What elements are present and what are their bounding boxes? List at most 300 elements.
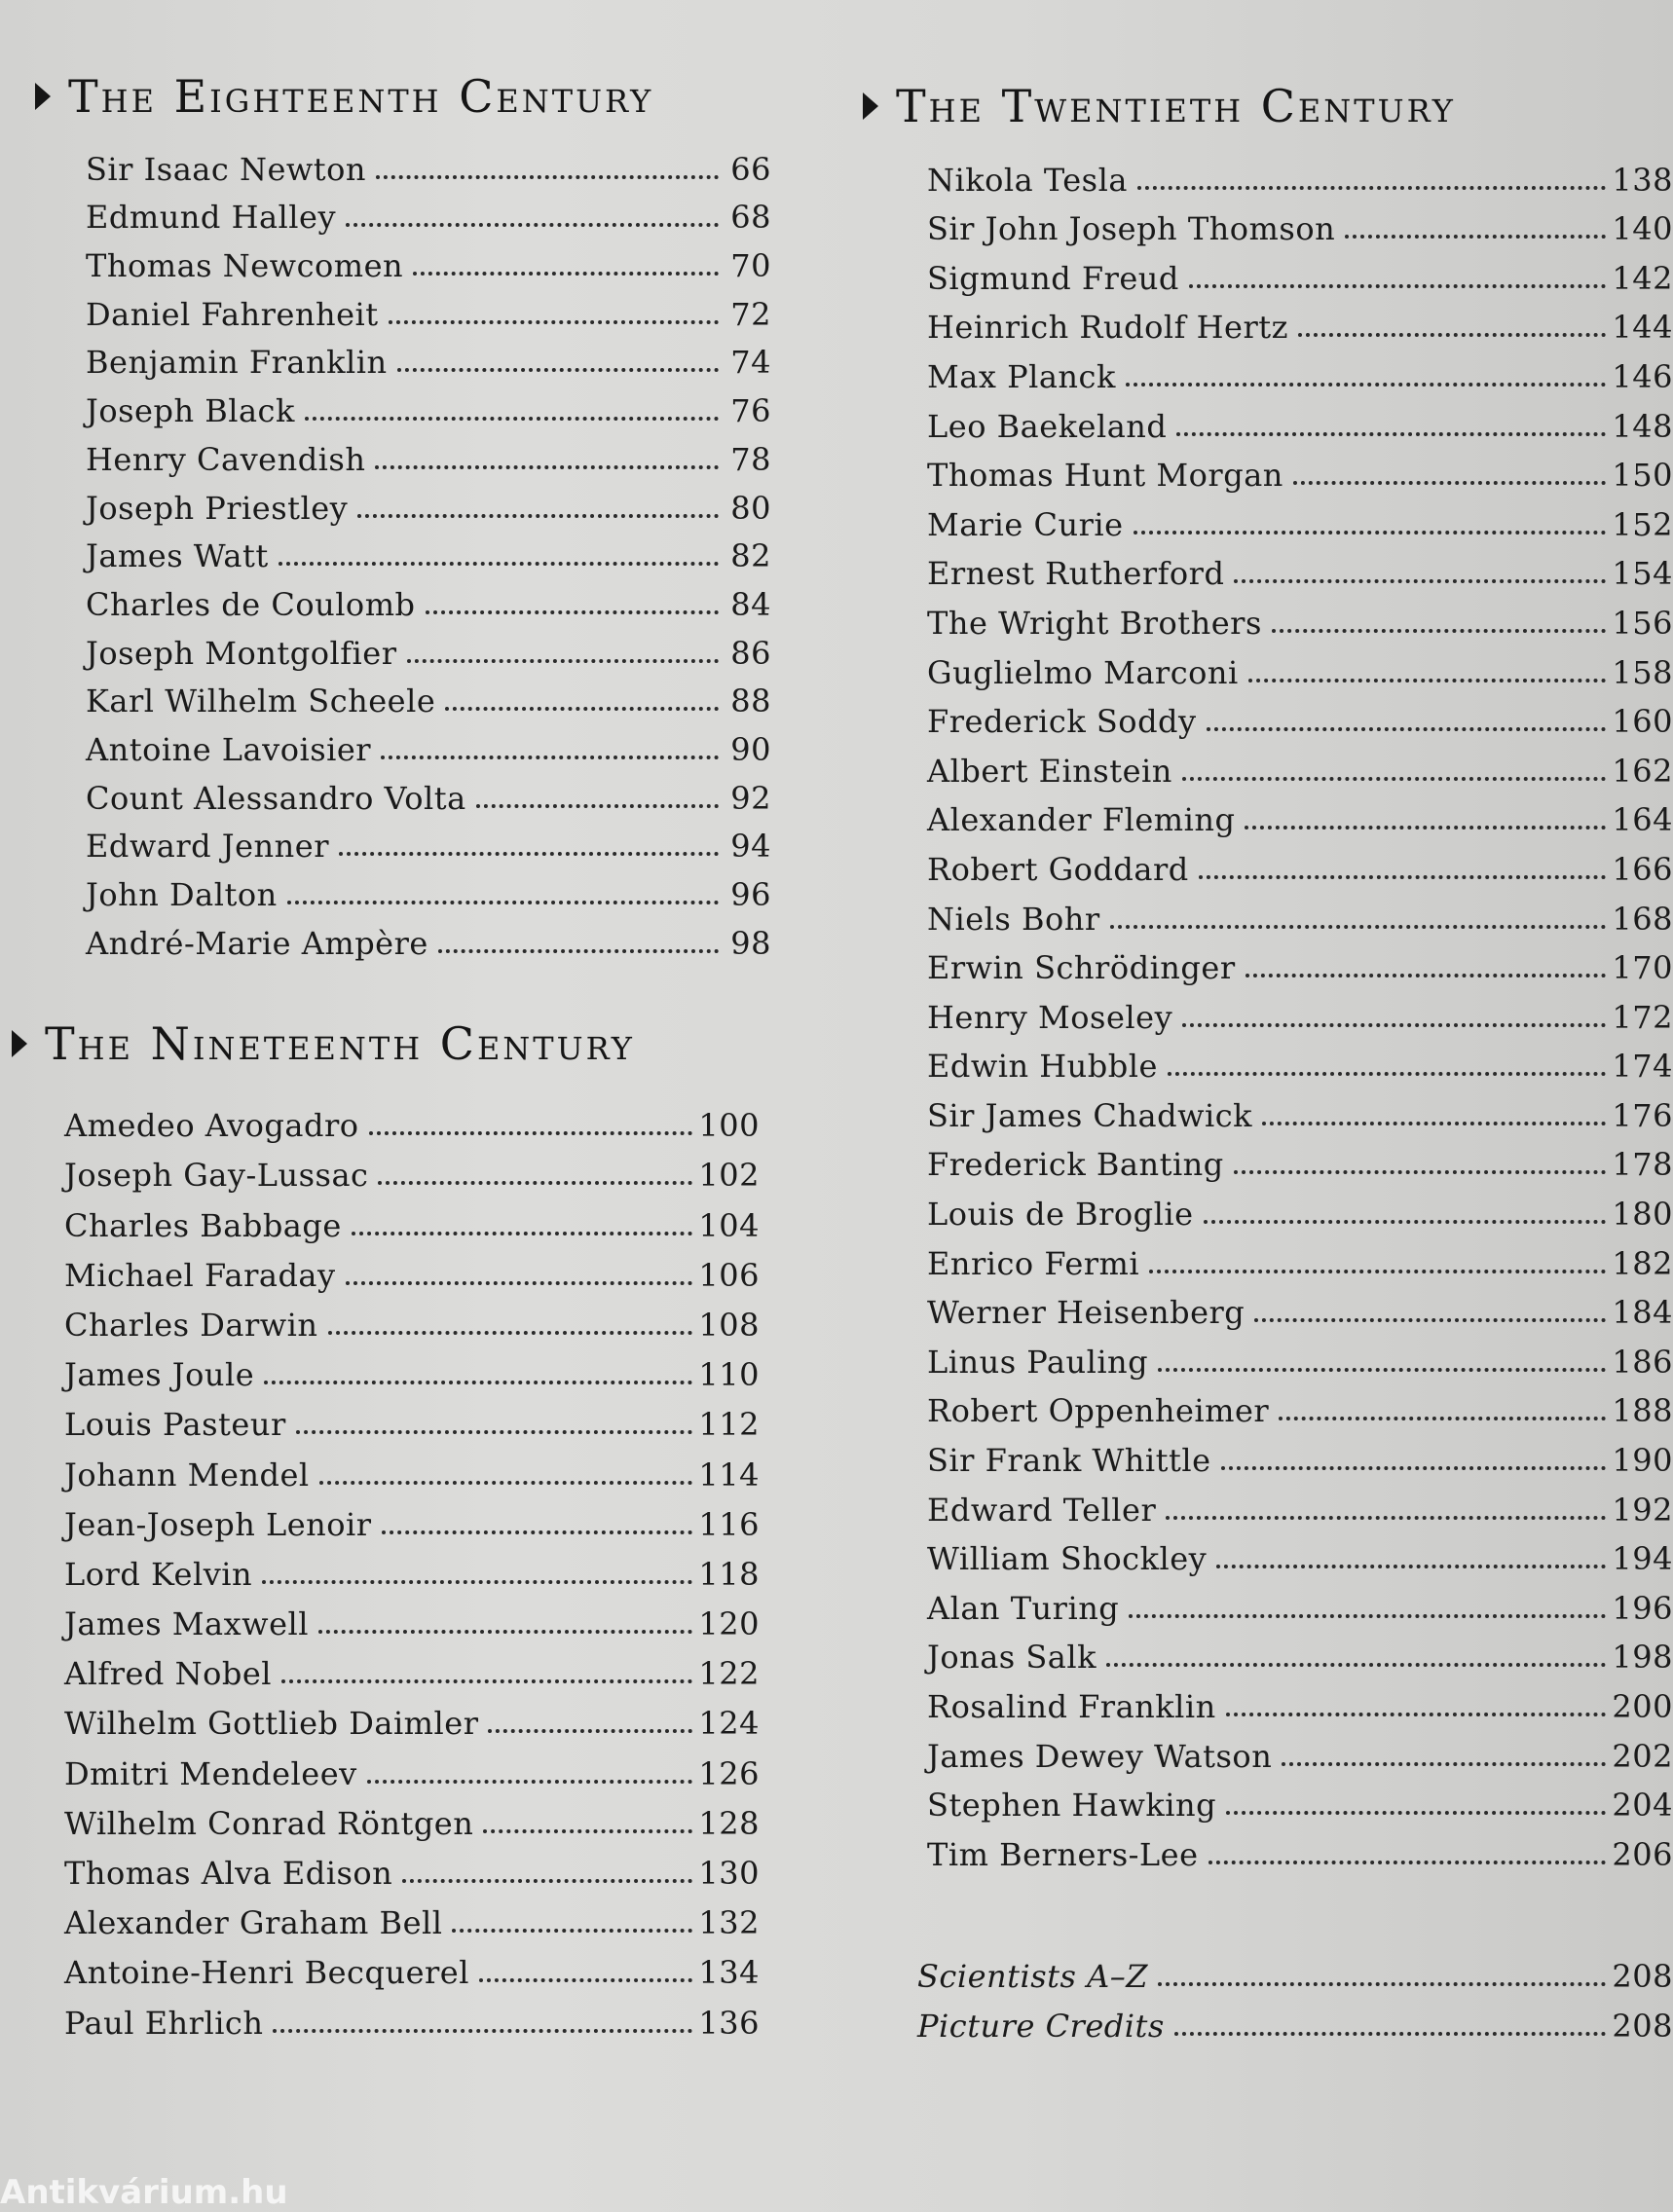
entry-name: Linus Pauling [927, 1343, 1149, 1381]
entry-page-number: 172 [1612, 998, 1673, 1036]
dot-leader [305, 417, 719, 421]
entry-name: Frederick Soddy [927, 703, 1197, 741]
toc-entry [927, 1085, 1673, 1134]
entry-page-number: 174 [1612, 1048, 1673, 1086]
dot-leader [1158, 1368, 1606, 1372]
entry-page-number: 144 [1612, 309, 1673, 347]
entry-name: Tim Berners-Lee [927, 1835, 1199, 1873]
entry-name: Henry Moseley [927, 998, 1173, 1036]
entry-page-number: 150 [1612, 457, 1673, 495]
toc-entry [927, 838, 1673, 888]
dot-leader [476, 804, 719, 808]
dot-leader [1149, 1270, 1606, 1273]
entry-page-number: 98 [730, 924, 771, 962]
toc-entry [927, 1479, 1673, 1529]
triangle-bullet-icon [12, 1030, 27, 1057]
entry-name: James Dewey Watson [927, 1737, 1273, 1775]
entry-name: Wilhelm Gottlieb Daimler [64, 1705, 479, 1743]
entry-name: Werner Heisenberg [927, 1294, 1245, 1332]
entry-page-number: 138 [1612, 161, 1673, 199]
dot-leader [1293, 481, 1607, 485]
entry-page-number: 126 [698, 1754, 760, 1792]
entry-name: Count Alessandro Volta [86, 779, 466, 817]
toc-entry [927, 938, 1673, 987]
entry-page-number: 202 [1612, 1737, 1673, 1775]
entry-name: Louis de Broglie [927, 1196, 1194, 1234]
dot-leader [281, 1679, 692, 1683]
dot-leader [1272, 629, 1607, 633]
toc-entry [86, 865, 771, 913]
dot-leader [426, 610, 719, 614]
dot-leader [1126, 383, 1607, 387]
toc-entry [927, 1183, 1673, 1233]
toc-entry [64, 1941, 760, 1991]
entry-page-number: 70 [730, 247, 771, 285]
entry-name: Joseph Montgolfier [86, 634, 397, 672]
entry-page-number: 80 [730, 489, 771, 527]
toc-entry [927, 1381, 1673, 1430]
entry-name: Marie Curie [927, 505, 1124, 543]
toc-entry [64, 1094, 760, 1144]
entry-page-number: 116 [698, 1505, 760, 1543]
dot-leader [1234, 1170, 1607, 1174]
entry-page-number: 136 [698, 2004, 760, 2042]
nineteenth-century-list [64, 1094, 760, 2042]
entry-name: Edward Jenner [86, 828, 329, 866]
dot-leader [1345, 235, 1606, 239]
toc-entry [86, 236, 771, 284]
dot-leader [369, 1131, 693, 1135]
entry-page-number: 148 [1612, 407, 1673, 445]
dot-leader [1199, 875, 1607, 879]
dot-leader [1226, 1811, 1606, 1815]
entry-name: Robert Oppenheimer [927, 1392, 1270, 1430]
entry-page-number: 154 [1612, 555, 1673, 593]
entry-name: Sir Frank Whittle [927, 1442, 1211, 1480]
toc-entry [927, 445, 1673, 495]
toc-entry [64, 1144, 760, 1194]
entry-page-number: 122 [698, 1655, 760, 1693]
entry-page-number: 118 [698, 1555, 760, 1593]
entry-name: Antoine Lavoisier [86, 730, 372, 768]
entry-name: Max Planck [927, 357, 1116, 395]
entry-name: Stephen Hawking [927, 1787, 1217, 1825]
toc-entry [86, 188, 771, 237]
entry-name: Daniel Fahrenheit [86, 295, 379, 333]
dot-leader [1226, 1713, 1607, 1716]
entry-page-number: 188 [1612, 1392, 1673, 1430]
entry-page-number: 194 [1612, 1540, 1673, 1578]
entry-page-number: 124 [698, 1705, 760, 1743]
toc-entry [927, 1529, 1673, 1578]
toc-entry [86, 139, 771, 188]
entry-name: William Shockley [927, 1540, 1208, 1578]
entry-page-number: 92 [730, 779, 771, 817]
entry-name: Thomas Newcomen [86, 247, 404, 285]
toc-entry [64, 1493, 760, 1543]
dot-leader [479, 1978, 692, 1982]
entry-page-number: 88 [730, 682, 771, 720]
dot-leader [279, 562, 719, 566]
toc-entry [927, 888, 1673, 938]
dot-leader [273, 2029, 692, 2033]
toc-entry [86, 429, 771, 478]
entry-name: Charles Babbage [64, 1206, 342, 1244]
dot-leader [352, 1232, 693, 1235]
entry-name: Paul Ehrlich [64, 2004, 264, 2042]
toc-entry [64, 1294, 760, 1344]
dot-leader [1234, 579, 1606, 583]
toc-entry [927, 1775, 1673, 1825]
entry-name: Ernest Rutherford [927, 555, 1225, 593]
toc-entry [927, 986, 1673, 1036]
entry-name: Erwin Schrödinger [927, 949, 1236, 987]
entry-page-number: 114 [698, 1456, 760, 1493]
entry-name: Joseph Gay-Lussac [64, 1157, 369, 1195]
entry-page-number: 134 [698, 1954, 760, 1992]
dot-leader [328, 1331, 693, 1335]
toc-entry [64, 1692, 760, 1742]
entry-page-number: 94 [730, 828, 771, 866]
toc-entry [927, 1676, 1673, 1725]
twentieth-century-list [927, 149, 1673, 1873]
entry-page-number: 146 [1612, 357, 1673, 395]
twentieth-century-heading: The Twentieth Century [863, 80, 1456, 132]
entry-name: Amedeo Avogadro [64, 1107, 359, 1145]
dot-leader [438, 949, 719, 953]
toc-entry [927, 247, 1673, 297]
eighteenth-century-heading: The Eighteenth Century [35, 70, 653, 123]
entry-name: Rosalind Franklin [927, 1688, 1216, 1725]
toc-entry [64, 1991, 760, 2041]
entry-name: Sigmund Freud [927, 259, 1179, 297]
entry-name: James Maxwell [64, 1605, 309, 1643]
entry-name: Karl Wilhelm Scheele [86, 682, 436, 720]
toc-entry [927, 1134, 1673, 1184]
entry-name: Thomas Alva Edison [64, 1855, 393, 1892]
entry-name: Alexander Fleming [927, 801, 1236, 839]
entry-name: Lord Kelvin [64, 1555, 253, 1593]
toc-entry [64, 1593, 760, 1642]
toc-entry [927, 790, 1673, 839]
dot-leader [445, 707, 719, 711]
entry-page-number: 162 [1612, 752, 1673, 790]
dot-leader [1245, 826, 1606, 830]
entry-page-number: 102 [698, 1157, 760, 1195]
dot-leader [1166, 1516, 1606, 1520]
toc-entry [64, 1842, 760, 1892]
entry-name: Sir Isaac Newton [86, 150, 366, 188]
dot-leader [264, 1381, 692, 1384]
entry-name: Antoine-Henri Becquerel [64, 1954, 469, 1992]
dot-leader [1182, 1023, 1606, 1027]
dot-leader [1262, 1122, 1606, 1125]
entry-name: Louis Pasteur [64, 1406, 286, 1444]
dot-leader [1216, 1565, 1606, 1568]
entry-name: Charles Darwin [64, 1306, 318, 1344]
entry-name: Alan Turing [927, 1589, 1120, 1627]
dot-leader [376, 175, 719, 179]
toc-entry [86, 478, 771, 527]
entry-page-number: 96 [730, 876, 771, 913]
toc-entry [927, 1824, 1673, 1873]
entry-name: James Watt [86, 537, 269, 575]
entry-page-number: 68 [730, 199, 771, 237]
entry-page-number: 104 [698, 1206, 760, 1244]
dot-leader [402, 1879, 692, 1883]
toc-entry [86, 381, 771, 429]
entry-name: Enrico Fermi [927, 1244, 1140, 1282]
dot-leader [1248, 679, 1607, 682]
toc-entry [64, 1792, 760, 1842]
entry-name: Henry Cavendish [86, 440, 366, 478]
toc-entry [64, 1892, 760, 1941]
entry-page-number: 142 [1612, 259, 1673, 297]
entry-page-number: 170 [1612, 949, 1673, 987]
entry-page-number: 140 [1612, 210, 1673, 248]
toc-entry [927, 199, 1673, 248]
entry-name: James Joule [64, 1356, 255, 1394]
entry-name: John Dalton [86, 876, 278, 913]
entry-page-number: 84 [730, 585, 771, 623]
entry-page-number: 208 [1612, 2008, 1673, 2045]
entry-page-number: 74 [730, 344, 771, 382]
entry-name: Thomas Hunt Morgan [927, 457, 1283, 495]
entry-page-number: 192 [1612, 1491, 1673, 1529]
entry-name: Alfred Nobel [64, 1655, 272, 1693]
entry-page-number: 76 [730, 392, 771, 430]
entry-page-number: 180 [1612, 1196, 1673, 1234]
toc-entry [927, 592, 1673, 642]
entry-page-number: 82 [730, 537, 771, 575]
dot-leader [375, 465, 719, 469]
toc-entry [86, 284, 771, 333]
dot-leader [1110, 925, 1607, 929]
toc-entry [86, 574, 771, 623]
toc-entry [927, 395, 1673, 445]
entry-name: Benjamin Franklin [86, 344, 388, 382]
nineteenth-century-heading: The Nineteenth Century [12, 1017, 635, 1070]
dot-leader [378, 1181, 692, 1185]
toc-entry [927, 740, 1673, 790]
dot-leader [346, 223, 719, 227]
toc-entry [927, 1627, 1673, 1677]
toc-entry [86, 719, 771, 768]
toc-entry [64, 1344, 760, 1393]
dot-leader [407, 659, 719, 663]
entry-page-number: 110 [698, 1356, 760, 1394]
entry-name: Edwin Hubble [927, 1048, 1158, 1086]
toc-entry [86, 672, 771, 720]
dot-leader [1221, 1466, 1607, 1470]
dot-leader [1174, 2032, 1607, 2036]
toc-entry [86, 913, 771, 962]
dot-leader [1189, 284, 1607, 288]
entry-name: Jonas Salk [927, 1639, 1097, 1677]
toc-entry [927, 1725, 1673, 1775]
entry-page-number: 106 [698, 1256, 760, 1294]
entry-page-number: 204 [1612, 1787, 1673, 1825]
toc-entry [64, 1742, 760, 1791]
entry-page-number: 160 [1612, 703, 1673, 741]
entry-page-number: 176 [1612, 1096, 1673, 1134]
dot-leader [389, 320, 719, 324]
toc-entry [927, 543, 1673, 593]
toc-entry [927, 149, 1673, 199]
dot-leader [1129, 1614, 1606, 1618]
watermark: Antikvárium.hu [0, 2173, 288, 2212]
entry-name: Alexander Graham Bell [64, 1904, 443, 1942]
entry-page-number: 108 [698, 1306, 760, 1344]
toc-entry [64, 1642, 760, 1692]
dot-leader [381, 756, 719, 759]
toc-entry [927, 1282, 1673, 1332]
toc-entry [917, 1995, 1673, 2045]
entry-page-number: 128 [698, 1804, 760, 1842]
entry-page-number: 184 [1612, 1294, 1673, 1332]
entry-page-number: 90 [730, 730, 771, 768]
entry-name: Wilhelm Conrad Röntgen [64, 1804, 474, 1842]
back-matter-list [917, 1945, 1673, 2045]
entry-page-number: 190 [1612, 1442, 1673, 1480]
entry-name: Guglielmo Marconi [927, 653, 1239, 691]
entry-name: Sir James Chadwick [927, 1096, 1252, 1134]
toc-entry [64, 1543, 760, 1593]
dot-leader [1182, 777, 1607, 781]
entry-page-number: 158 [1612, 653, 1673, 691]
toc-entry [927, 1331, 1673, 1381]
entry-page-number: 86 [730, 634, 771, 672]
dot-leader [262, 1580, 692, 1584]
entry-name: Frederick Banting [927, 1146, 1224, 1184]
toc-entry [64, 1443, 760, 1493]
dot-leader [1245, 974, 1607, 977]
toc-entry [86, 817, 771, 866]
dot-leader [1282, 1762, 1606, 1766]
dot-leader [367, 1780, 693, 1784]
dot-leader [1176, 432, 1606, 436]
toc-entry [927, 297, 1673, 347]
dot-leader [287, 901, 719, 904]
entry-page-number: 208 [1612, 1958, 1673, 1995]
entry-name: Leo Baekeland [927, 407, 1168, 445]
toc-entry [927, 1036, 1673, 1086]
entry-name: Charles de Coulomb [86, 585, 416, 623]
entry-page-number: 78 [730, 440, 771, 478]
toc-entry [64, 1244, 760, 1294]
entry-name: Heinrich Rudolf Hertz [927, 309, 1288, 347]
entry-name: Joseph Priestley [86, 489, 349, 527]
dot-leader [488, 1729, 692, 1733]
toc-entry [86, 768, 771, 817]
entry-name: Jean-Joseph Lenoir [64, 1505, 372, 1543]
toc-entry [927, 1429, 1673, 1479]
entry-name: Edward Teller [927, 1491, 1157, 1529]
entry-name: Joseph Black [86, 392, 295, 430]
dot-leader [483, 1829, 692, 1833]
entry-page-number: 100 [698, 1107, 760, 1145]
dot-leader [1208, 1861, 1607, 1864]
entry-page-number: 196 [1612, 1589, 1673, 1627]
entry-name: Robert Goddard [927, 850, 1189, 888]
entry-name: Albert Einstein [927, 752, 1172, 790]
toc-entry [927, 346, 1673, 395]
entry-name: The Wright Brothers [927, 604, 1262, 642]
toc-entry [64, 1393, 760, 1443]
eighteenth-century-list [86, 139, 771, 962]
entry-name: Dmitri Mendeleev [64, 1754, 357, 1792]
dot-leader [1279, 1417, 1606, 1420]
dot-leader [1298, 333, 1606, 337]
entry-name: Nikola Tesla [927, 161, 1128, 199]
entry-name: Scientists A–Z [917, 1958, 1148, 1995]
dot-leader [1158, 1982, 1606, 1986]
dot-leader [1137, 186, 1607, 190]
toc-entry [927, 691, 1673, 741]
entry-page-number: 120 [698, 1605, 760, 1643]
entry-name: Michael Faraday [64, 1256, 336, 1294]
entry-page-number: 200 [1612, 1688, 1673, 1725]
triangle-bullet-icon [863, 92, 878, 120]
entry-page-number: 66 [730, 150, 771, 188]
entry-page-number: 178 [1612, 1146, 1673, 1184]
toc-entry [917, 1945, 1673, 1995]
entry-page-number: 206 [1612, 1835, 1673, 1873]
entry-page-number: 152 [1612, 505, 1673, 543]
entry-page-number: 166 [1612, 850, 1673, 888]
dot-leader [1168, 1072, 1607, 1076]
entry-page-number: 182 [1612, 1244, 1673, 1282]
dot-leader [382, 1530, 693, 1534]
dot-leader [413, 272, 719, 276]
dot-leader [319, 1481, 693, 1485]
triangle-bullet-icon [35, 83, 51, 110]
dot-leader [397, 368, 719, 372]
dot-leader [1204, 1220, 1607, 1224]
entry-page-number: 198 [1612, 1639, 1673, 1677]
entry-page-number: 164 [1612, 801, 1673, 839]
entry-name: André-Marie Ampère [86, 924, 428, 962]
entry-page-number: 186 [1612, 1343, 1673, 1381]
toc-entry [927, 642, 1673, 691]
toc-entry [927, 494, 1673, 543]
dot-leader [296, 1430, 693, 1434]
dot-leader [357, 514, 719, 518]
entry-name: Edmund Halley [86, 199, 337, 237]
entry-page-number: 72 [730, 295, 771, 333]
entry-page-number: 132 [698, 1904, 760, 1942]
entry-name: Niels Bohr [927, 900, 1100, 938]
dot-leader [346, 1281, 693, 1285]
entry-name: Johann Mendel [64, 1456, 310, 1493]
entry-page-number: 130 [698, 1855, 760, 1892]
entry-page-number: 168 [1612, 900, 1673, 938]
dot-leader [1106, 1663, 1606, 1667]
entry-page-number: 156 [1612, 604, 1673, 642]
toc-entry [86, 527, 771, 575]
dot-leader [1254, 1318, 1606, 1322]
toc-entry [927, 1577, 1673, 1627]
entry-name: Sir John Joseph Thomson [927, 210, 1336, 248]
entry-name: Picture Credits [917, 2008, 1165, 2045]
toc-entry [86, 333, 771, 382]
toc-entry [86, 623, 771, 672]
dot-leader [318, 1630, 692, 1634]
toc-entry [64, 1194, 760, 1243]
entry-page-number: 112 [698, 1406, 760, 1444]
dot-leader [339, 852, 719, 856]
dot-leader [452, 1929, 692, 1933]
